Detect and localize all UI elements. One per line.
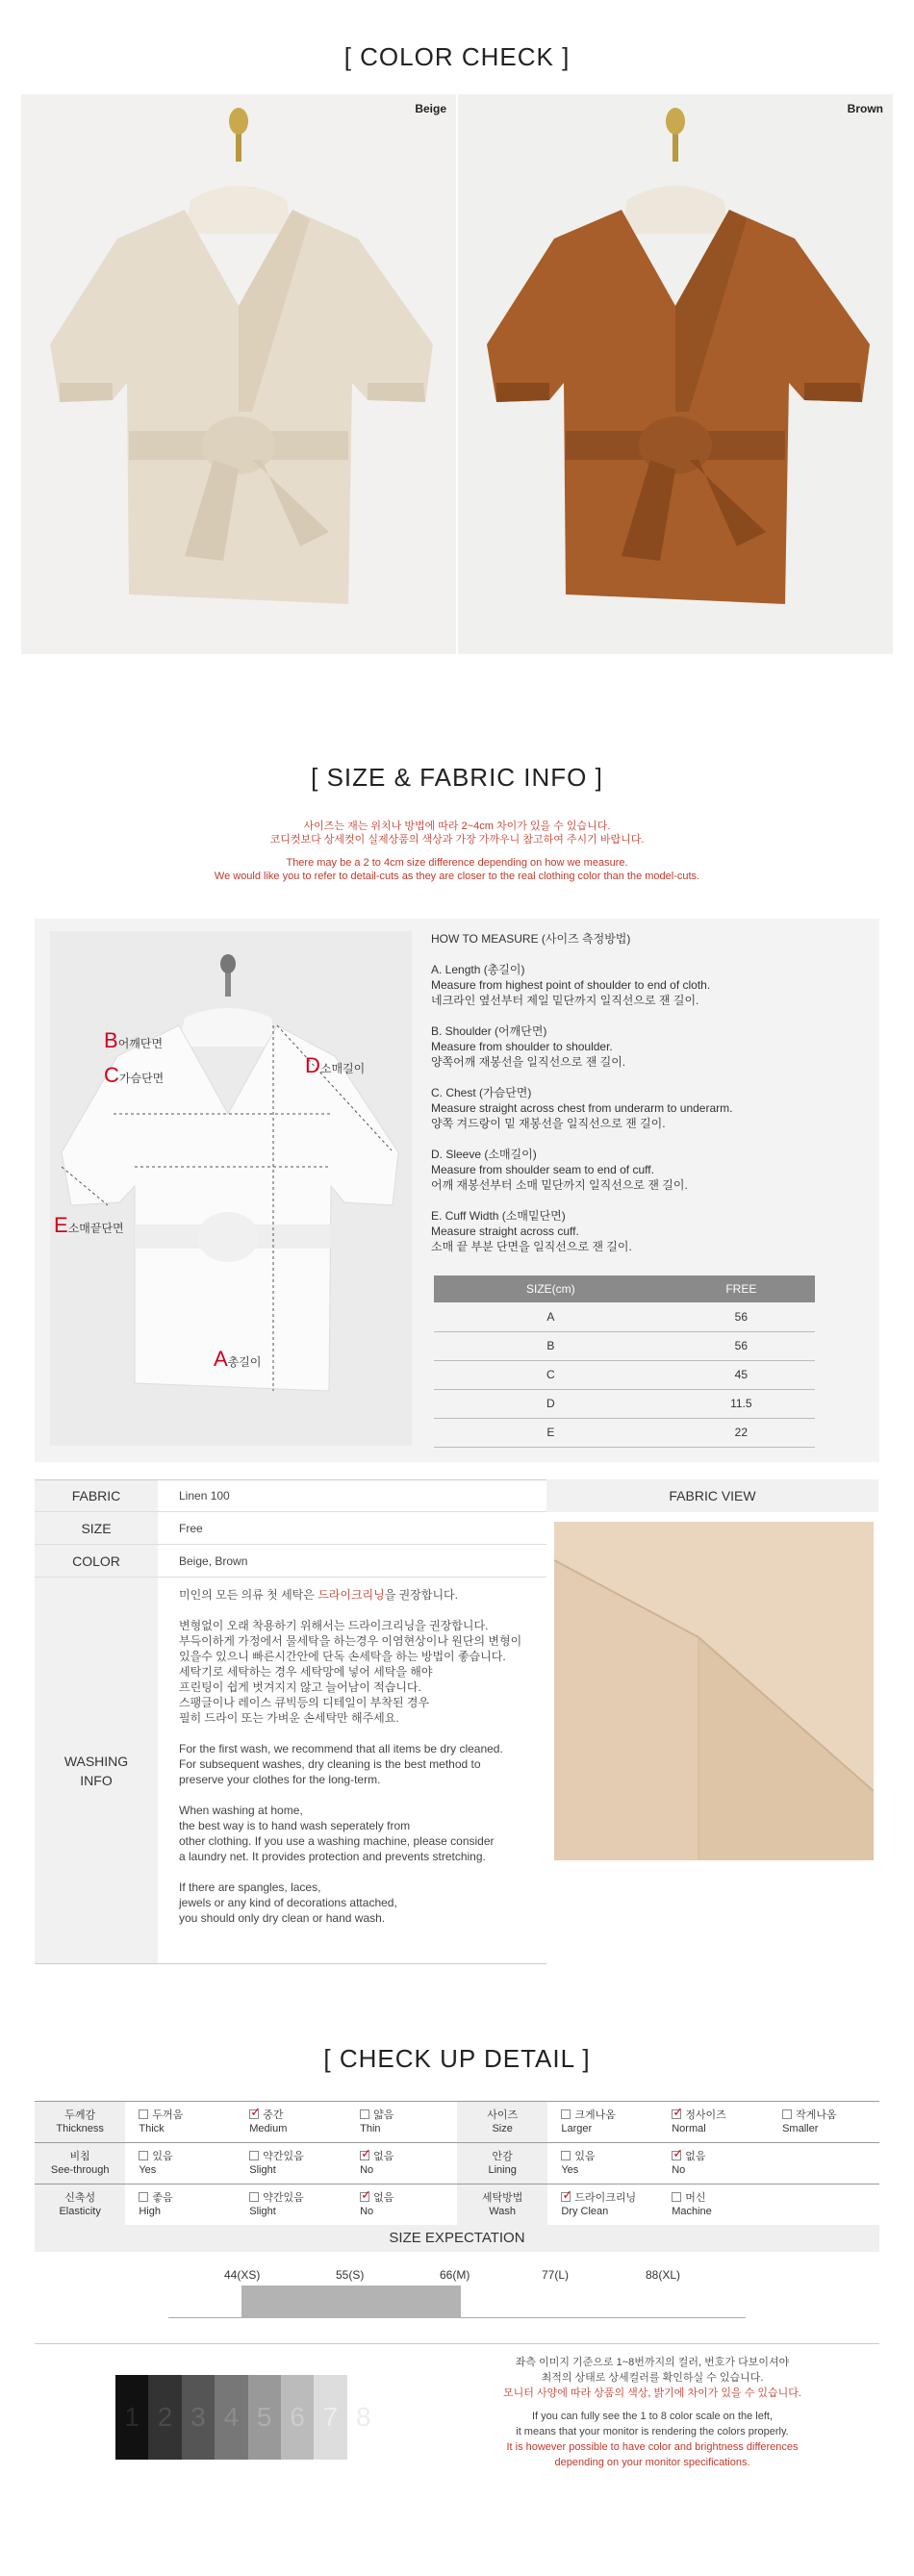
washing-info-text: 미인의 모든 의류 첫 세탁은 드라이크리닝을 권장합니다. 변형없이 오래 착용하기 위해서는 드라이크리닝을 권장합니다. 부득이하게 가정에서 물세탁을 하는경우 이염현상이나 원단의 변형이 있을수 있으니 빠른시간안에 단독 손세탁을 하는 방법이 좋습니다. 세탁기로 세탁하는 경우 세탁망에 넣어 세탁을 해야 프린팅이 쉽게 벗겨지지 않고 늘어남이 적습니다. 스팽글이나 레이스 큐빅등의 디테일이 부착된 경우 필히 드라이 또는 가벼운 손세탁만 해주세요. For the first wash, we recommend that all items be dry cleaned. For subsequent washes, dry cleaning is the best method to preserve your clothes for the long-term. When washing at home, the best way is to hand wash seperately from other clothing. If you use a washing machine, please consider a laundry net. It provides protection and prevents stretching. If there are spangles, laces, jewels or any kind of decorations attached, you should only dry clean or hand wash. <box>179 1588 522 1925</box>
measure-heading: HOW TO MEASURE (사이즈 측정방법) <box>431 932 631 946</box>
color-scale-cell: 2 <box>148 2375 181 2460</box>
monitor-notice: 좌측 이미지 기준으로 1~8번까지의 컬러, 번호가 다보이셔야 최적의 상태로 상세컬러를 확인하실 수 있습니다. 모니터 사양에 따라 상품의 색상, 밝기에 차이가 있을 수 있습니다. If you can fully see the 1 to 8 color scale on the left, it means that your monitor is rendering the colors properly. It is however possible to have color and brightness differences depending on your monitor specifications. <box>503 2357 801 2468</box>
size-label-xs: 44(XS) <box>224 2268 261 2282</box>
size-label-s: 55(S) <box>336 2268 365 2282</box>
checkbox-checked-icon <box>672 2151 681 2160</box>
diagram-label-a: A총길이 <box>214 1347 262 1371</box>
diagram-label-b: B어깨단면 <box>104 1028 164 1052</box>
size-note-en-1: There may be a 2 to 4cm size difference depending on how we measure. <box>286 857 628 869</box>
table-row: 신축성 Elasticity 좋음 High 약간있음 Slight ✓없음 No 세탁방법 Wash ✓드라이크리닝 Dry Clean 머신 Machine <box>35 2185 879 2226</box>
table-row: B 56 <box>434 1331 815 1360</box>
checkbox-icon <box>249 2151 259 2160</box>
size-table-header-size: SIZE(cm) <box>434 1275 668 1302</box>
size-table <box>434 1275 815 1448</box>
fabric-info-table <box>35 1479 546 1964</box>
size-note-ko-1: 사이즈는 재는 위치나 방법에 따라 2~4cm 차이가 있을 수 있습니다. <box>303 821 611 832</box>
divider <box>35 2343 879 2344</box>
checkbox-icon <box>139 2109 148 2119</box>
color-row: COLOR Beige, Brown <box>35 1545 546 1578</box>
checkbox-icon <box>139 2192 148 2202</box>
measure-item-d: D. Sleeve (소매길이) Measure from shoulder seam to end of cuff. 어깨 재봉선부터 소매 밑단까지 일직선으로 잰 길이. <box>431 1148 688 1192</box>
color-check-title: [ COLOR CHECK ] <box>343 42 571 71</box>
size-expectation-scale <box>168 2286 746 2318</box>
color-scale-cell: 1 <box>115 2375 148 2460</box>
color-scale <box>115 2375 380 2460</box>
size-label-l: 77(L) <box>542 2268 570 2282</box>
how-to-measure <box>431 931 854 1270</box>
color-scale-cell: 7 <box>314 2375 346 2460</box>
checkbox-icon <box>561 2151 571 2160</box>
size-label-xl: 88(XL) <box>646 2268 681 2282</box>
table-row: 두께감 Thickness 두꺼움 Thick ✓중간 Medium 얇음 Thin 사이즈 Size 크게나옴 Larger ✓정사이즈 Normal 작게나옴 Smaller <box>35 2102 879 2143</box>
checkbox-checked-icon <box>360 2151 369 2160</box>
beige-product-photo <box>21 94 456 654</box>
check-up-table <box>35 2101 879 2226</box>
diagram-label-e: E소매끝단면 <box>54 1213 124 1237</box>
washing-row <box>35 1578 546 1964</box>
color-scale-cell: 3 <box>182 2375 215 2460</box>
checkbox-icon <box>672 2192 681 2202</box>
color-scale-cell: 4 <box>215 2375 247 2460</box>
diagram-label-d: D소매길이 <box>305 1053 366 1077</box>
size-expectation-title: SIZE EXPECTATION <box>35 2225 879 2252</box>
measure-item-a: A. Length (총길이) Measure from highest point of shoulder to end of cloth. 네크라인 옆선부터 제일 밑단까지 일직선으로 잰 길이. <box>431 963 711 1007</box>
table-row: A 56 <box>434 1302 815 1331</box>
brown-product-photo <box>458 94 893 654</box>
measure-item-e: E. Cuff Width (소매밑단면) Measure straight across cuff. 소매 끝 부분 단면을 일직선으로 잰 길이. <box>431 1209 632 1253</box>
checkbox-checked-icon <box>249 2109 259 2119</box>
size-row: SIZE Free <box>35 1512 546 1545</box>
checkbox-icon <box>561 2109 571 2119</box>
table-row: D 11.5 <box>434 1389 815 1418</box>
diagram-label-c: C가슴단면 <box>104 1063 165 1087</box>
table-row: E 22 <box>434 1418 815 1447</box>
table-row: C 45 <box>434 1360 815 1389</box>
fabric-row: FABRIC Linen 100 <box>35 1479 546 1512</box>
measure-item-c: C. Chest (가슴단면) Measure straight across chest from underarm to underarm. 양쪽 겨드랑이 밑 재봉선을 일직선으로 잰 길이. <box>431 1086 733 1130</box>
washing-info-label: WASHING INFO <box>35 1578 158 1963</box>
check-up-title: [ CHECK UP DETAIL ] <box>323 2044 591 2073</box>
size-fabric-title: [ SIZE & FABRIC INFO ] <box>311 763 603 792</box>
beige-color-label: Beige <box>415 102 446 115</box>
color-scale-cell: 8 <box>347 2375 380 2460</box>
fabric-view-image <box>554 1522 874 1860</box>
color-scale-cell: 6 <box>281 2375 314 2460</box>
checkbox-icon <box>139 2151 148 2160</box>
measurement-diagram <box>50 931 412 1446</box>
table-row: 비침 See-through 있음 Yes 약간있음 Slight ✓없음 No 안감 Lining 있음 Yes ✓없음 No <box>35 2143 879 2185</box>
measure-item-b: B. Shoulder (어깨단면) Measure from shoulder to shoulder. 양쪽어깨 재봉선을 일직선으로 잰 길이. <box>431 1024 626 1069</box>
checkbox-checked-icon <box>561 2192 571 2202</box>
checkbox-checked-icon <box>672 2109 681 2119</box>
size-expectation-bar <box>241 2286 461 2318</box>
checkbox-icon <box>249 2192 259 2202</box>
brown-color-label: Brown <box>847 102 883 115</box>
size-note-ko-2: 코디컷보다 상세컷이 실제상품의 색상과 가장 가까우니 참고하여 주시기 바랍니다. <box>269 834 645 846</box>
checkbox-icon <box>360 2109 369 2119</box>
size-label-m: 66(M) <box>440 2268 470 2282</box>
color-scale-cell: 5 <box>248 2375 281 2460</box>
checkbox-icon <box>782 2109 792 2119</box>
size-table-header-free: FREE <box>668 1275 815 1302</box>
size-note-en-2: We would like you to refer to detail-cuts as they are closer to the real clothing color than the model-cuts. <box>214 871 700 882</box>
checkbox-checked-icon <box>360 2192 369 2202</box>
fabric-view-title: FABRIC VIEW <box>546 1479 878 1512</box>
